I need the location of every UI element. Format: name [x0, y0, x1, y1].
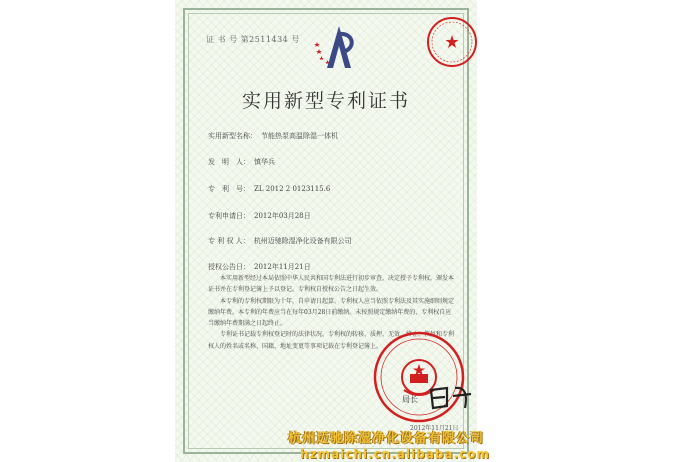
field-value: 2012年11月21日 [254, 263, 311, 271]
director-label: 局长 [402, 395, 418, 404]
field-inventor [208, 157, 275, 167]
body-paragraph: 专利证书记载专利权登记时的法律状况。专利权的转移、质押、无效、终止、恢复和专利权人的姓名或名称、国籍、地址变更等事项记载在专利登记簿上。 [208, 331, 455, 350]
field-label: 授权公告日： [208, 263, 250, 271]
certificate-title: 实用新型专利证书 [241, 90, 410, 112]
field-value: 2012年03月28日 [254, 212, 311, 220]
field-label: 专 利 权 人： [208, 237, 250, 245]
field-grant-date [208, 262, 311, 272]
field-application-date [208, 211, 311, 221]
field-label: 专利申请日： [208, 212, 250, 220]
bottom-date: 2012年11月21日 [410, 425, 459, 432]
watermark-url: hzmaichi.cn.alibaba.com [300, 447, 490, 461]
field-label: 发 明 人： [208, 158, 250, 166]
field-patentee [208, 236, 352, 246]
field-value: ZL 2012 2 0123115.6 [254, 185, 331, 193]
body-paragraph: 本实用新型经过本局依照中华人民共和国专利法进行初步审查，决定授予专利权，颁发本证书并在专利登记簿上予以登记。专利权自授权公告之日起生效。 [208, 275, 455, 294]
field-label: 专 利 号： [208, 185, 250, 193]
field-patent-number [208, 184, 330, 194]
watermark-company-name: 杭州迈驰除湿净化设备有限公司 [288, 431, 485, 446]
field-utility-model-name [208, 131, 338, 141]
body-paragraph: 本专利的专利权期限为十年，自申请日起算。专利权人应当依照专利法及其实施细则规定缴纳年费。本专利的年费应当在每年03月28日前缴纳。未按照规定缴纳年费的，专利权自应当缴纳年费期满之日起终止。 [208, 297, 455, 328]
top-stamp-seal [425, 15, 477, 69]
director-signature-icon [425, 378, 477, 416]
certificate-number: 证 书 号 第2511434 号 [206, 35, 300, 44]
field-value: 节能热泵高温除湿一体机 [261, 132, 338, 140]
patent-certificate [175, 0, 477, 462]
field-value: 慎华兵 [254, 158, 275, 166]
patent-office-logo-icon [311, 20, 367, 76]
field-label: 实用新型名称： [208, 132, 257, 140]
field-value: 杭州迈驰除湿净化设备有限公司 [253, 237, 352, 245]
